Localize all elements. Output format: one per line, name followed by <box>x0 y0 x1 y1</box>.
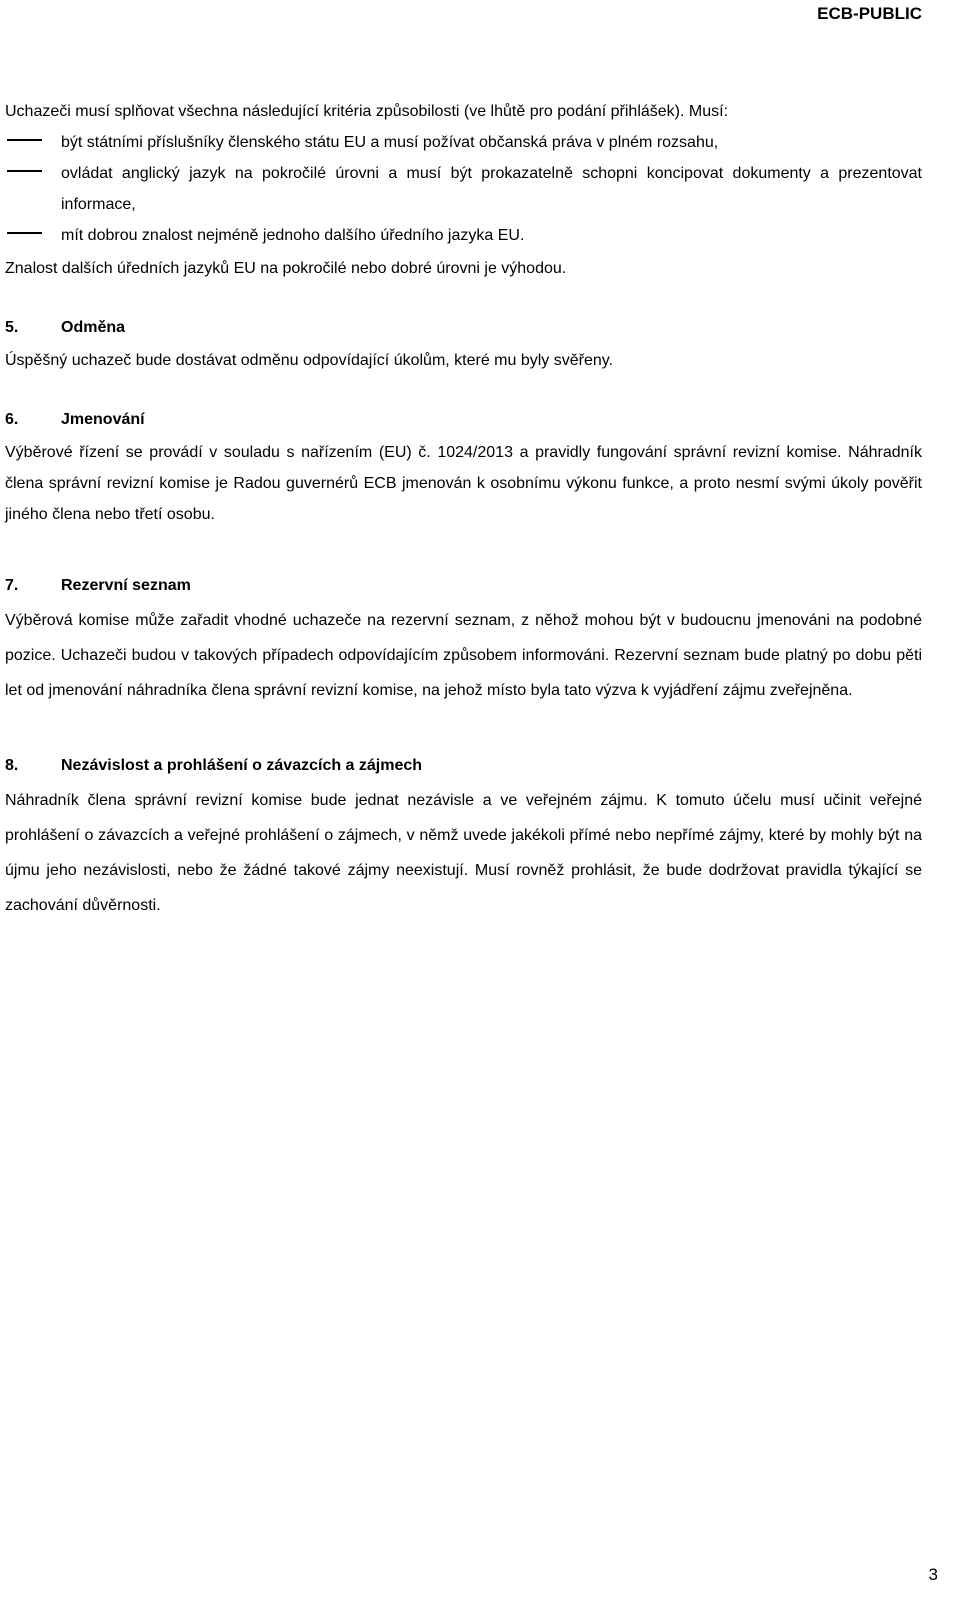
eligibility-intro: Uchazeči musí splňovat všechna následující kritéria způsobilosti (ve lhůtě pro podání přihlášek). Musí: <box>5 103 729 120</box>
section-remuneration <box>5 312 922 376</box>
dash-bullet-icon <box>7 170 42 172</box>
section-text: Výběrové řízení se provádí v souladu s nařízením (EU) č. 1024/2013 a pravidly fungování správní revizní komise. Náhradník člena správní revizní komise je Radou guvernérů ECB jmenován k osobnímu výkonu funkce, a proto nesmí svými úkoly pověřit jiného člena nebo třetí osobu. <box>5 444 922 523</box>
dash-bullet-icon <box>7 232 42 234</box>
section-title: Odměna <box>61 319 126 336</box>
document-body <box>5 96 922 923</box>
classification-label: ECB-PUBLIC <box>817 4 922 23</box>
criterion-text: ovládat anglický jazyk na pokročilé úrovni a musí být prokazatelně schopni koncipovat dokumenty a prezentovat informace, <box>61 165 922 213</box>
section-number: 7. <box>5 577 19 594</box>
page-number: 3 <box>928 1565 938 1584</box>
section-heading <box>5 312 922 343</box>
section-number: 8. <box>5 757 19 774</box>
criterion-item <box>5 158 922 220</box>
eligibility-criteria-list <box>5 127 922 251</box>
eligibility-note: Znalost dalších úředních jazyků EU na pokročilé nebo dobré úrovni je výhodou. <box>5 260 567 277</box>
section-heading <box>5 404 922 435</box>
section-heading <box>5 750 922 781</box>
criterion-text: mít dobrou znalost nejméně jednoho dalšího úředního jazyka EU. <box>61 227 525 244</box>
section-number: 6. <box>5 411 19 428</box>
section-title: Jmenování <box>61 411 145 428</box>
section-number: 5. <box>5 319 19 336</box>
section-independence <box>5 750 922 923</box>
section-title: Nezávislost a prohlášení o závazcích a zájmech <box>61 757 423 774</box>
section-text: Náhradník člena správní revizní komise bude jednat nezávisle a ve veřejném zájmu. K tomuto účelu musí učinit veřejné prohlášení o závazcích a veřejné prohlášení o zájmech, v němž uvede jakékoli přímé nebo nepřímé zájmy, které by mohly být na újmu jeho nezávislosti, nebo že žádné takové zájmy neexistují. Musí rovněž prohlásit, že bude dodržovat pravidla týkající se zachování důvěrnosti. <box>5 792 922 914</box>
criterion-item <box>5 127 922 158</box>
section-text: Úspěšný uchazeč bude dostávat odměnu odpovídající úkolům, které mu byly svěřeny. <box>5 352 614 369</box>
section-title: Rezervní seznam <box>61 577 191 594</box>
criterion-text: být státními příslušníky členského státu EU a musí požívat občanská práva v plném rozsahu, <box>61 134 719 151</box>
dash-bullet-icon <box>7 139 42 141</box>
section-heading <box>5 570 922 601</box>
section-text: Výběrová komise může zařadit vhodné uchazeče na rezervní seznam, z něhož mohou být v budoucnu jmenováni na podobné pozice. Uchazeči budou v takových případech odpovídajícím způsobem informováni. Rezervní seznam bude platný po dobu pěti let od jmenování náhradníka člena správní revizní komise, na jehož místo byla tato výzva k vyjádření zájmu zveřejněna. <box>5 612 922 699</box>
criterion-item <box>5 220 922 251</box>
section-reserve-list <box>5 570 922 708</box>
section-appointment <box>5 404 922 530</box>
